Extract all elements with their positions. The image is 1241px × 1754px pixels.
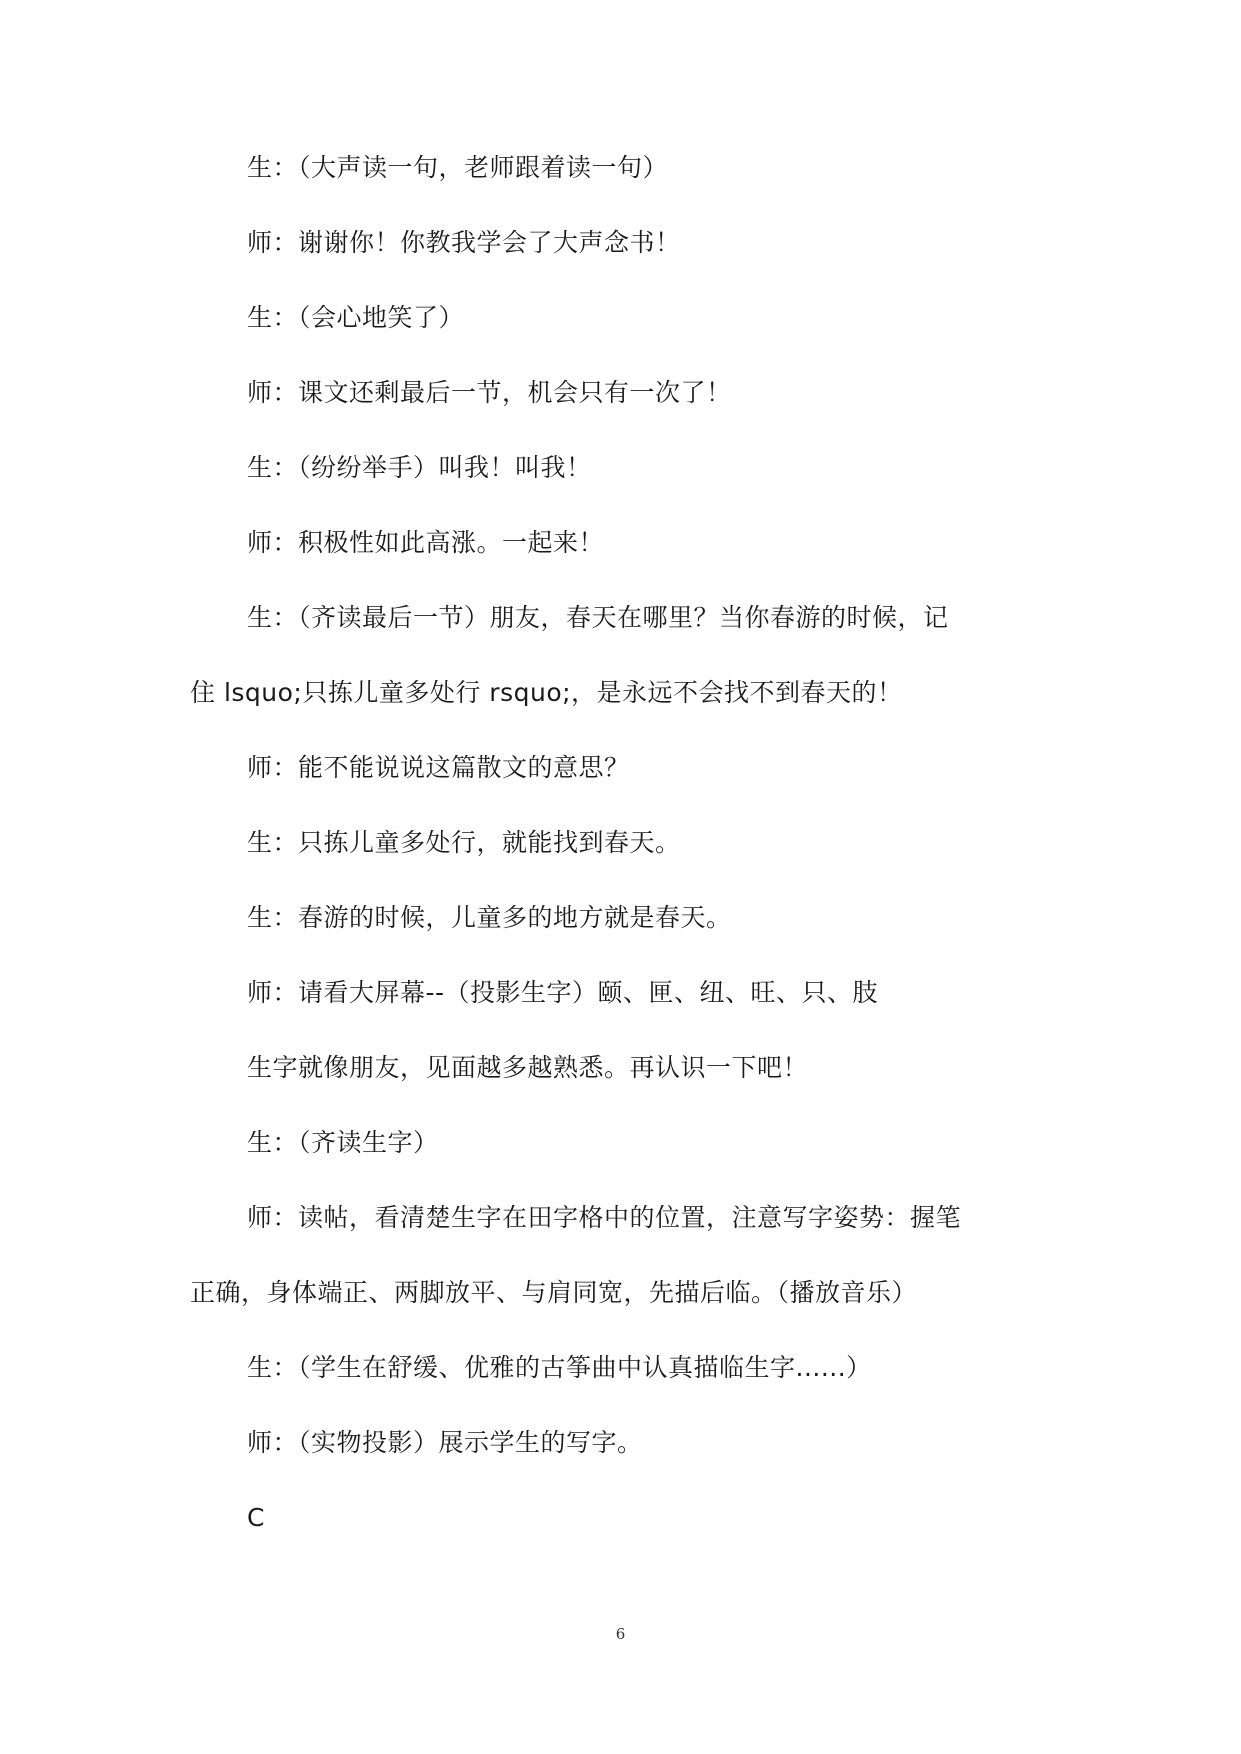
text-line: 生字就像朋友，见面越多越熟悉。再认识一下吧！ <box>247 1053 809 1082</box>
text-line: C <box>247 1503 265 1532</box>
text-line: 师：（实物投影）展示学生的写字。 <box>247 1428 643 1457</box>
text-line: 生：（齐读生字） <box>247 1128 439 1157</box>
text-line: 住 lsquo;只拣儿童多处行 rsquo;，是永远不会找不到春天的！ <box>190 678 903 707</box>
text-line: 生：（齐读最后一节）朋友，春天在哪里？当你春游的时候，记 <box>247 603 949 632</box>
text-line: 生：（大声读一句，老师跟着读一句） <box>247 153 669 182</box>
text-line: 生：（会心地笑了） <box>247 303 465 332</box>
text-line: 师：读帖，看清楚生字在田字格中的位置，注意写字姿势：握笔 <box>247 1203 962 1232</box>
text-line: 师：请看大屏幕--（投影生字）颐、匣、纽、旺、只、肢 <box>247 978 879 1007</box>
text-line: 师：课文还剩最后一节，机会只有一次了！ <box>247 378 732 407</box>
text-line: 正确，身体端正、两脚放平、与肩同宽，先描后临。（播放音乐） <box>190 1278 918 1307</box>
text-line: 生：只拣儿童多处行，就能找到春天。 <box>247 828 681 857</box>
text-line: 师：积极性如此高涨。一起来！ <box>247 528 605 557</box>
text-line: 生：（纷纷举手）叫我！叫我！ <box>247 453 592 482</box>
text-line: 生：春游的时候，儿童多的地方就是春天。 <box>247 903 732 932</box>
text-line: 师：能不能说说这篇散文的意思？ <box>247 753 630 782</box>
page-number: 6 <box>615 1625 626 1643</box>
text-line: 师：谢谢你！你教我学会了大声念书！ <box>247 228 681 257</box>
text-line: 生：（学生在舒缓、优雅的古筝曲中认真描临生字......） <box>247 1353 872 1382</box>
